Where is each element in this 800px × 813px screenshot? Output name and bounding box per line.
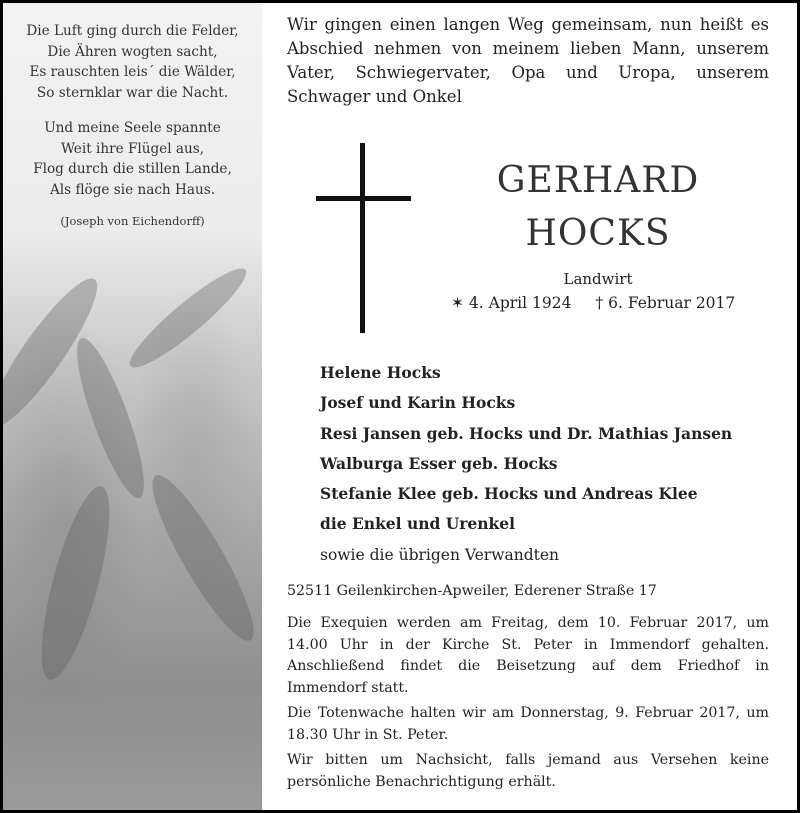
- funeral-info: [287, 613, 769, 797]
- death-date: † 6. Februar 2017: [595, 294, 736, 312]
- address: 52511 Geilenkirchen-Apweiler, Ederener Straße 17: [287, 583, 657, 599]
- poem-stanza-1: Die Luft ging durch die Felder, Die Ähren wogten sacht, Es rauschten leis´ die Wälder, So sternklar war die Nacht.: [26, 23, 239, 101]
- wheat-image-panel: [3, 3, 262, 810]
- poem: [3, 21, 262, 247]
- poem-stanza-2: Und meine Seele spannte Weit ihre Flügel aus, Flog durch die stillen Lande, Als flöge sie nach Haus.: [33, 120, 232, 198]
- deceased-first-name: GERHARD: [496, 160, 700, 201]
- deceased-last-name: HOCKS: [525, 213, 671, 254]
- info-paragraph: Die Exequien werden am Freitag, dem 10. Februar 2017, um 14.00 Uhr in der Kirche St. Peter in Immendorf gehalten. Anschließend findet die Beisetzung auf dem Friedhof in Immendorf statt.: [287, 615, 769, 696]
- mourner: die Enkel und Urenkel: [320, 514, 516, 534]
- info-paragraph: Wir bitten um Nachsicht, falls jemand aus Versehen keine persönliche Benachrichtigung erhält.: [287, 752, 769, 790]
- obituary-notice: [3, 3, 797, 810]
- birth-date: ✶ 4. April 1924: [451, 294, 572, 312]
- mourner: Walburga Esser geb. Hocks: [320, 453, 558, 473]
- mourner: Josef und Karin Hocks: [320, 393, 516, 413]
- mourner: Stefanie Klee geb. Hocks und Andreas Klee: [320, 484, 698, 504]
- cross-icon-bar: [316, 196, 411, 201]
- intro-text: Wir gingen einen langen Weg gemeinsam, nun heißt es Abschied nehmen von meinem lieben Mann, unserem Vater, Schwiegervater, Opa und Uropa, unserem Schwager und Onkel: [287, 15, 769, 106]
- poem-author: (Joseph von Eichendorff): [60, 214, 205, 228]
- mourner: Helene Hocks: [320, 363, 441, 382]
- cross-icon: [360, 143, 365, 333]
- mourners-list: [320, 358, 732, 570]
- occupation: Landwirt: [563, 270, 633, 288]
- life-dates: [451, 294, 759, 312]
- mourner-other: sowie die übrigen Verwandten: [320, 545, 560, 564]
- info-paragraph: Die Totenwache halten wir am Donnerstag, 9. Februar 2017, um 18.30 Uhr in St. Peter.: [287, 705, 769, 743]
- mourner: Resi Jansen geb. Hocks und Dr. Mathias Jansen: [320, 423, 733, 443]
